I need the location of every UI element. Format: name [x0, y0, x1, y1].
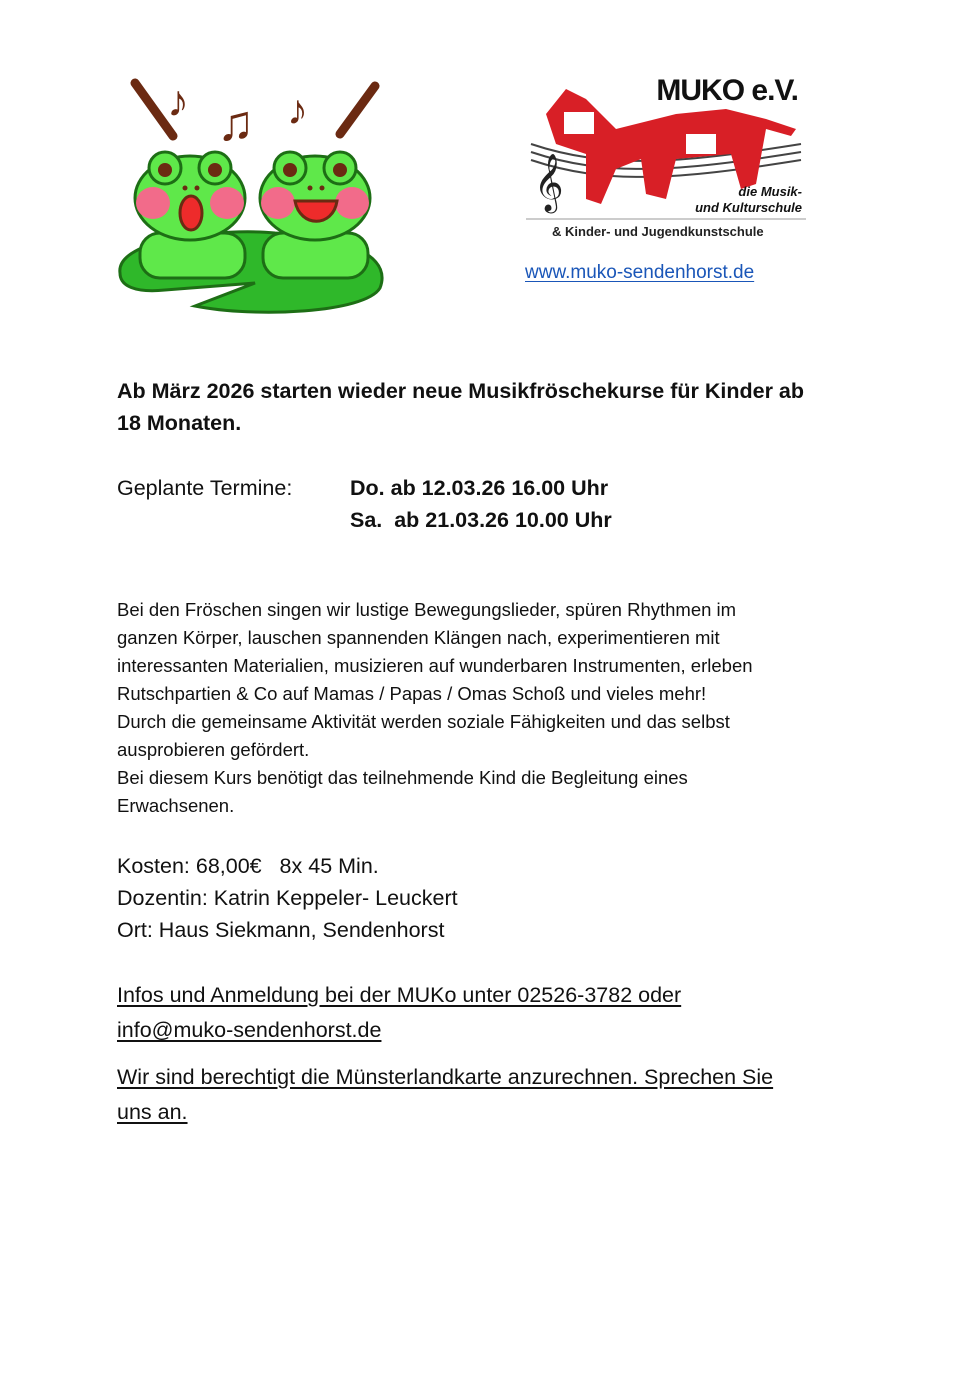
muko-logo [526, 74, 806, 244]
date-item: Sa. ab 21.03.26 10.00 Uhr [350, 508, 612, 532]
singing-frogs-illustration [105, 68, 395, 323]
logo-subtitle-line: und Kulturschule [695, 200, 802, 215]
teacher-detail: Dozentin: Katrin Keppeler- Leuckert [117, 886, 458, 910]
email-link[interactable]: info@muko-sendenhorst.de [117, 1018, 382, 1042]
headline-line: Ab März 2026 starten wieder neue Musikfröschekurse für Kinder ab [117, 379, 805, 403]
logo-tagline: & Kinder- und Jugendkunstschule [552, 224, 764, 239]
description-line: Bei den Fröschen singen wir lustige Bewegungslieder, spüren Rhythmen im [117, 599, 737, 620]
svg-text:♪: ♪ [167, 77, 189, 126]
description-line: Erwachsenen. [117, 795, 235, 816]
card-note-line: uns an. [117, 1100, 188, 1124]
cost-detail: Kosten: 68,00€ 8x 45 Min. [117, 854, 379, 878]
svg-text:𝄞: 𝄞 [534, 154, 564, 210]
description-line: interessanten Materialien, musizieren auf wunderbaren Instrumenten, erleben [117, 655, 753, 676]
description-line: ganzen Körper, lauschen spannenden Klängen nach, experimentieren mit [117, 627, 720, 648]
logo-title: MUKO e.V. [656, 74, 798, 107]
description-line: Bei diesem Kurs benötigt das teilnehmende Kind die Begleitung eines [117, 767, 688, 788]
headline-line: 18 Monaten. [117, 411, 242, 435]
card-note-line: Wir sind berechtigt die Münsterlandkarte anzurechnen. Sprechen Sie [117, 1065, 774, 1089]
svg-text:♫: ♫ [217, 95, 255, 151]
svg-text:♪: ♪ [287, 86, 308, 133]
description-line: Rutschpartien & Co auf Mamas / Papas / Omas Schoß und vieles mehr! [117, 683, 707, 704]
description-line: Durch die gemeinsame Aktivität werden soziale Fähigkeiten und das selbst [117, 711, 730, 732]
contact-line: Infos und Anmeldung bei der MUKo unter 02526-3782 oder [117, 983, 682, 1007]
dates-label: Geplante Termine: [117, 476, 293, 500]
logo-subtitle-line: die Musik- [738, 184, 802, 199]
logo-subtitle [695, 184, 802, 216]
location-detail: Ort: Haus Siekmann, Sendenhorst [117, 918, 445, 942]
date-item: Do. ab 12.03.26 16.00 Uhr [350, 476, 609, 500]
website-link[interactable]: www.muko-sendenhorst.de [525, 262, 755, 283]
description-line: ausprobieren gefördert. [117, 739, 310, 760]
